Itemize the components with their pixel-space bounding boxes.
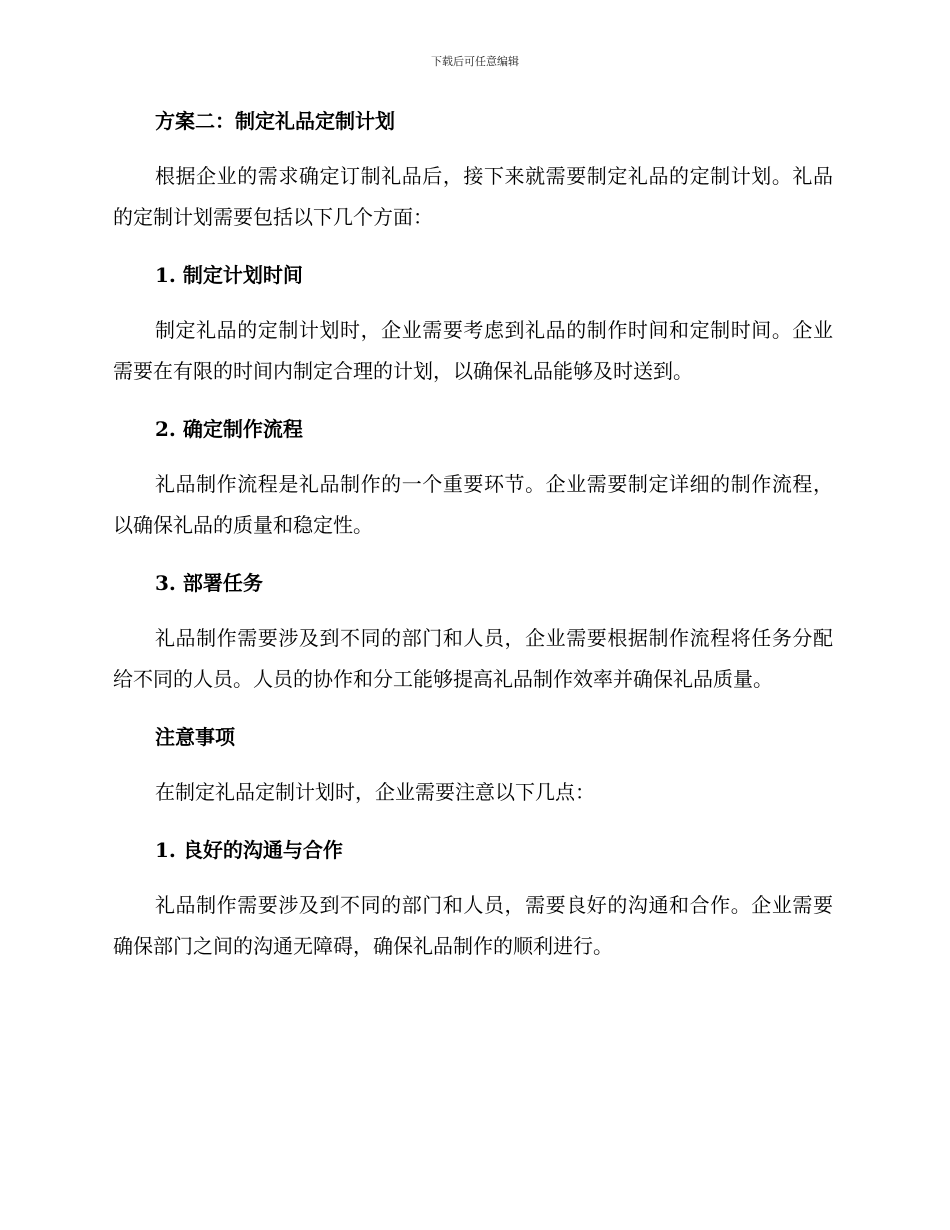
paragraph-communication: 礼品制作需要涉及到不同的部门和人员，需要良好的沟通和合作。企业需要确保部门之间的沟通无障碍，确保礼品制作的顺利进行。: [113, 893, 833, 958]
subheading-communication: 1. 良好的沟通与合作: [155, 838, 343, 862]
subheading-tasks: 3. 部署任务: [155, 571, 263, 595]
section-heading-notes: 注意事项: [155, 725, 235, 749]
paragraph-notes-intro: 在制定礼品定制计划时，企业需要注意以下几点：: [155, 780, 595, 804]
paragraph-tasks: 礼品制作需要涉及到不同的部门和人员，企业需要根据制作流程将任务分配给不同的人员。人员的协作和分工能够提高礼品制作效率并确保礼品质量。: [113, 626, 833, 691]
paragraph-process: 礼品制作流程是礼品制作的一个重要环节。企业需要制定详细的制作流程，以确保礼品的质量和稳定性。: [113, 472, 833, 537]
page-header: 下载后可任意编辑: [431, 55, 519, 68]
paragraph-intro: 根据企业的需求确定订制礼品后，接下来就需要制定礼品的定制计划。礼品的定制计划需要包括以下几个方面：: [113, 164, 833, 229]
paragraph-plan-time: 制定礼品的定制计划时，企业需要考虑到礼品的制作时间和定制时间。企业需要在有限的时间内制定合理的计划，以确保礼品能够及时送到。: [113, 318, 833, 383]
subheading-plan-time: 1. 制定计划时间: [155, 263, 303, 287]
document-body: [113, 106, 833, 967]
section-heading-plan-two: 方案二：制定礼品定制计划: [155, 109, 395, 133]
subheading-process: 2. 确定制作流程: [155, 417, 303, 441]
